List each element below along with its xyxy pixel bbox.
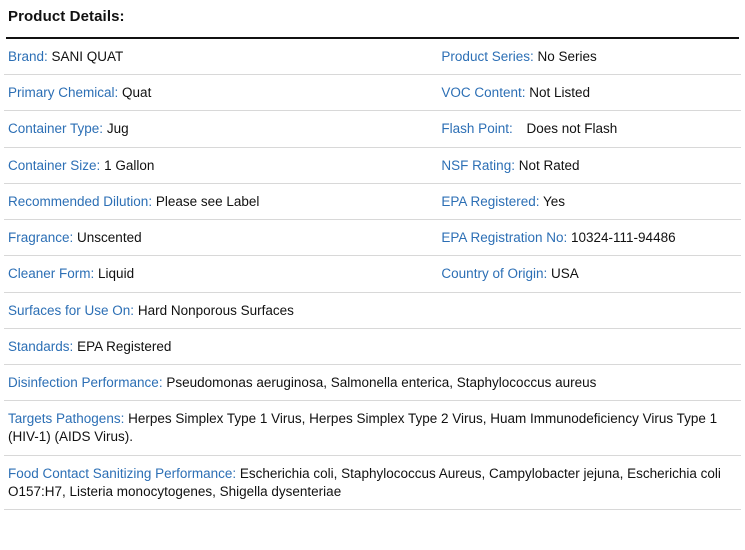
spec-cell-container-type (4, 111, 437, 147)
table-row (4, 292, 741, 328)
spec-value: Hard Nonporous Surfaces (137, 302, 294, 318)
spec-value: Unscented (77, 230, 142, 246)
spec-label: Brand: (8, 49, 48, 64)
spec-value: 10324-111-94486 (571, 230, 676, 246)
spec-label: Surfaces for Use On: (8, 302, 135, 318)
table-row (4, 364, 741, 400)
spec-cell-empty (437, 292, 741, 328)
spec-label: Country of Origin: (441, 266, 548, 282)
spec-cell-nsf-rating (437, 147, 741, 183)
table-row (4, 147, 741, 183)
spec-label: NSF Rating: (441, 157, 515, 173)
spec-cell-primary-chemical (4, 75, 437, 111)
spec-label: Container Size: (8, 157, 101, 173)
spec-value: Jug (106, 121, 129, 137)
spec-cell-empty (437, 328, 741, 364)
spec-label: Cleaner Form: (8, 266, 95, 282)
spec-label: Flash Point: (441, 121, 513, 137)
spec-value: Not Listed (529, 85, 591, 101)
spec-value: EPA Registered (77, 338, 172, 354)
spec-value: Quat (122, 85, 152, 101)
spec-cell-cleaner-form (4, 256, 437, 292)
spec-cell-brand (4, 39, 437, 75)
table-row (4, 220, 741, 256)
spec-value: Escherichia coli, Staphylococcus Aureus, Campylobacter jejuna, Escherichia coli O157:H7, Listeria monocytogenes, Shigella dysenteriae (8, 465, 721, 499)
table-row (4, 256, 741, 292)
spec-cell-container-size (4, 147, 437, 183)
spec-value: 1 Gallon (104, 157, 155, 173)
spec-label: Recommended Dilution: (8, 193, 153, 209)
table-row (4, 39, 741, 75)
spec-cell-surfaces-for-use-on (4, 292, 437, 328)
spec-cell-targets-pathogens (4, 401, 741, 455)
spec-value: No Series (537, 49, 597, 64)
spec-label: Targets Pathogens: (8, 411, 125, 427)
specs-body (4, 39, 741, 510)
spec-label: Food Contact Sanitizing Performance: (8, 465, 237, 481)
table-row (4, 328, 741, 364)
spec-label: Standards: (8, 338, 74, 354)
table-row (4, 401, 741, 455)
spec-cell-food-contact-sanitizing-performance (4, 455, 741, 509)
spec-cell-recommended-dilution (4, 183, 437, 219)
table-row (4, 455, 741, 509)
table-row (4, 183, 741, 219)
spec-cell-flash-point (437, 111, 741, 147)
spec-label: Disinfection Performance: (8, 374, 163, 390)
table-row (4, 111, 741, 147)
spec-cell-epa-registered (437, 183, 741, 219)
spec-value: USA (550, 266, 579, 282)
spec-label: Product Series: (441, 49, 534, 64)
product-specs-table (4, 39, 741, 510)
spec-cell-disinfection-performance (4, 364, 741, 400)
spec-label: Primary Chemical: (8, 85, 119, 101)
spec-cell-fragrance (4, 220, 437, 256)
spec-cell-epa-registration-no (437, 220, 741, 256)
spec-value: Not Rated (518, 157, 580, 173)
spec-cell-voc-content (437, 75, 741, 111)
spec-value: Herpes Simplex Type 1 Virus, Herpes Simplex Type 2 Virus, Huam Immunodeficiency Virus Type 1 (HIV-1) (AIDS Virus). (8, 411, 718, 445)
spec-label: VOC Content: (441, 85, 526, 101)
spec-cell-standards (4, 328, 437, 364)
spec-value: Please see Label (155, 193, 260, 209)
spec-value: Pseudomonas aeruginosa, Salmonella enterica, Staphylococcus aureus (166, 374, 597, 390)
spec-value: SANI QUAT (51, 49, 124, 64)
spec-value: Liquid (98, 266, 135, 282)
page-title: Product Details: (8, 8, 125, 25)
spec-cell-product-series (437, 39, 741, 75)
spec-cell-country-of-origin (437, 256, 741, 292)
spec-label: EPA Registration No: (441, 230, 568, 246)
spec-label: EPA Registered: (441, 193, 540, 209)
spec-value: Does not Flash (526, 121, 618, 137)
spec-label: Fragrance: (8, 230, 74, 246)
spec-label: Container Type: (8, 121, 104, 137)
table-row (4, 75, 741, 111)
spec-value: Yes (543, 193, 566, 209)
